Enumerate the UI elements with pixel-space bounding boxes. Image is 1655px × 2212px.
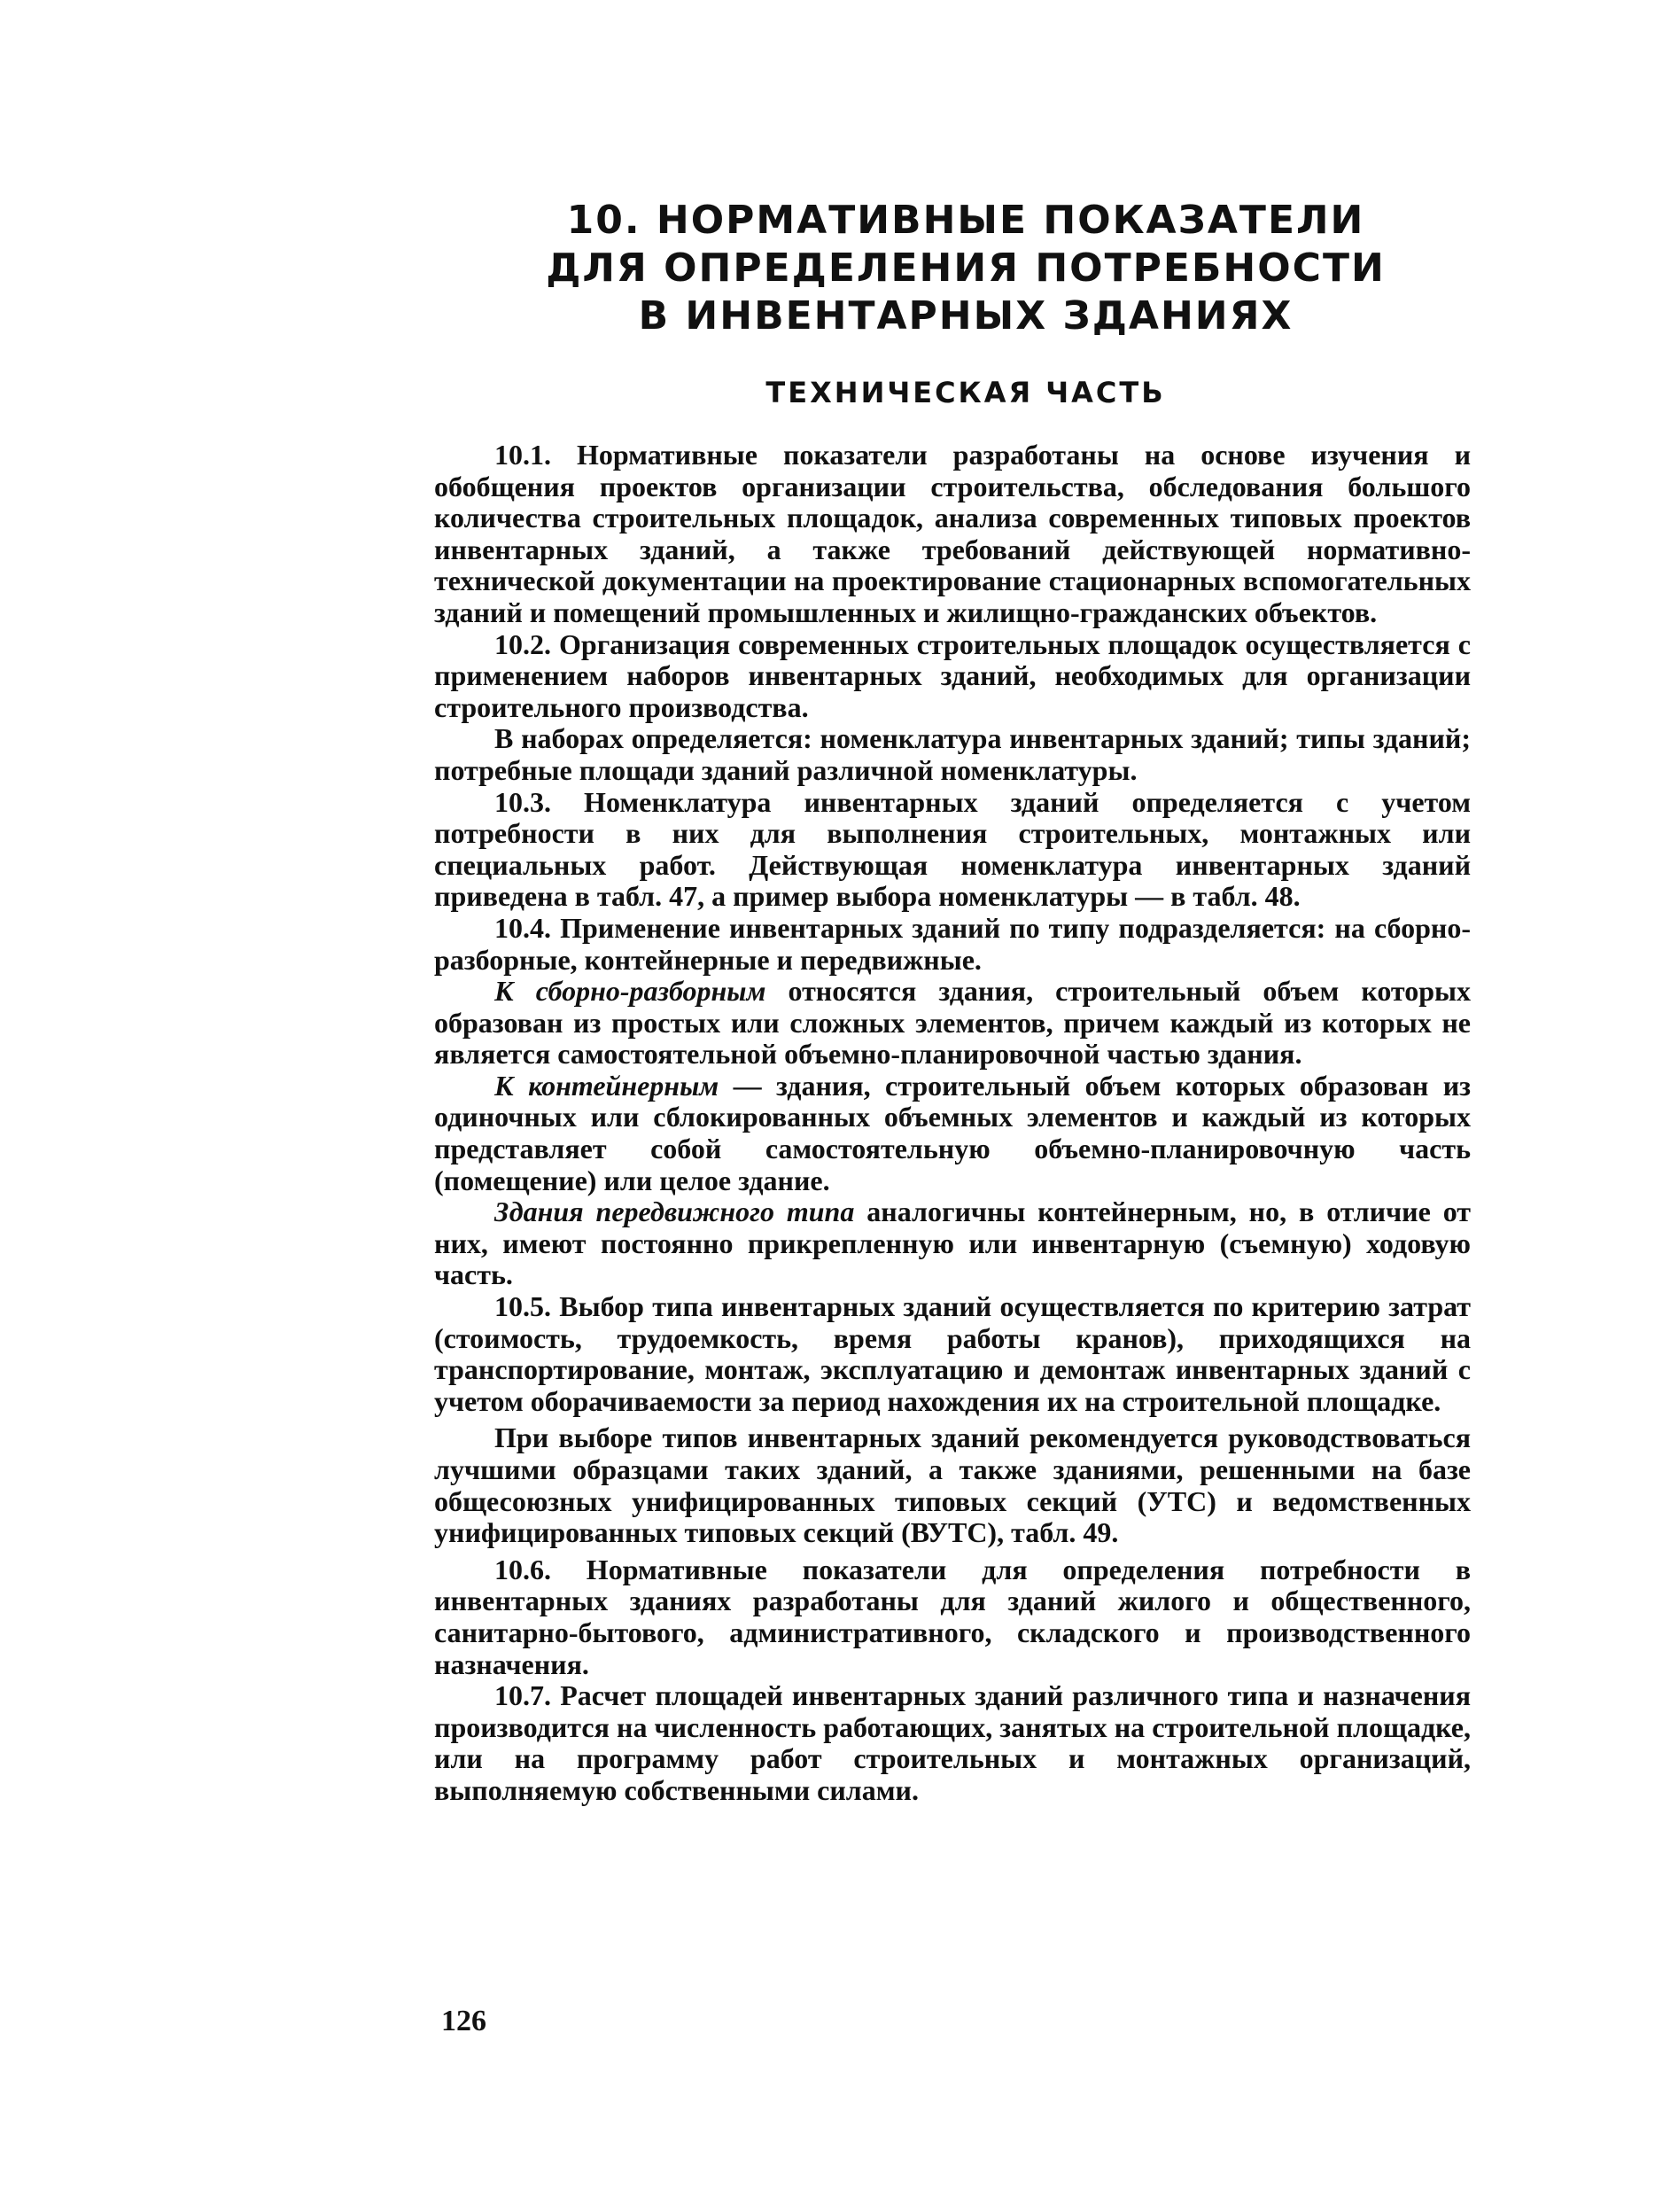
body-text	[434, 440, 1471, 1807]
paragraph-text: Применение инвентарных зданий по типу подразделяется: на сборно-разборные, контейнерные и передвижные.	[434, 911, 1471, 976]
section-subtitle: ТЕХНИЧЕСКАЯ ЧАСТЬ	[765, 376, 1166, 409]
section-title-line-3: В ИНВЕНТАРНЫХ ЗДАНИЯХ	[638, 293, 1294, 339]
paragraph-number: 10.2.	[494, 627, 551, 660]
paragraph-number: 10.6.	[494, 1553, 551, 1585]
term-italic: Здания передвижного типа	[494, 1196, 855, 1228]
paragraph-text: Выбор типа инвентарных зданий осуществляется по критерию затрат (стоимость, трудоемкость, время работы кранов), приходящихся на транспортирование, монтаж, эксплуатацию и демонтаж инвентарных зданий с учетом оборачиваемости за период нахождения их на строительной площадке.	[434, 1290, 1471, 1417]
paragraph-text: Организация современных строительных площадок осуществляется с применением наборов инвентарных зданий, необходимых для организации строительного производства.	[434, 627, 1471, 723]
paragraph-text: относятся здания, строительный объем которых образован из простых или сложных элементов, причем каждый из которых не является самостоятельной объемно-планировочной частью здания.	[434, 975, 1472, 1071]
paragraph-10-5-selection	[434, 1422, 1471, 1548]
section-title	[434, 197, 1471, 340]
paragraph-text: — здания, строительный объем которых образован из одиночных или сблокированных объемных элементов и каждый из которых представляет собой самостоятельную объемно-планировочную часть (помещение) или целое здание.	[434, 1069, 1471, 1196]
paragraph-10-6	[434, 1554, 1471, 1680]
paragraph-number: 10.4.	[494, 911, 551, 944]
paragraph-number: 10.5.	[494, 1290, 551, 1323]
page-number: 126	[441, 2005, 486, 2037]
section-title-line-2: ДЛЯ ОПРЕДЕЛЕНИЯ ПОТРЕБНОСТИ	[546, 245, 1386, 291]
paragraph-text: Номенклатура инвентарных зданий определяется с учетом потребности в них для выполнения строительных, монтажных или специальных работ. Действующая номенклатура инвентарных зданий приведена в табл. 47, а пример выбора номенклатуры — в табл. 48.	[434, 785, 1471, 913]
paragraph-10-3	[434, 787, 1471, 913]
paragraph-text: В наборах определяется: номенклатура инвентарных зданий; типы зданий; потребные площади зданий различной номенклатуры.	[434, 722, 1471, 786]
paragraph-10-4-container	[434, 1071, 1471, 1196]
paragraph-10-4-collapsible	[434, 976, 1471, 1071]
section-title-line-1: 10. НОРМАТИВНЫЕ ПОКАЗАТЕЛИ	[566, 198, 1365, 243]
paragraph-number: 10.1.	[494, 439, 551, 471]
paragraph-10-4-mobile	[434, 1196, 1471, 1291]
paragraph-text: Расчет площадей инвентарных зданий различного типа и назначения производится на численность работающих, занятых на строительной площадке, или на программу работ строительных и монтажных организаций, выполняемую собственными силами.	[434, 1679, 1471, 1806]
paragraph-10-7	[434, 1680, 1471, 1806]
paragraph-number: 10.3.	[494, 785, 551, 818]
paragraph-10-2-sets	[434, 723, 1471, 786]
paragraph-number: 10.7.	[494, 1679, 551, 1712]
paragraph-text: При выборе типов инвентарных зданий рекомендуется руководствоваться лучшими образцами таких зданий, а также зданиями, решенными на базе общесоюзных унифицированных типовых секций (УТС) и ведомственных унифицированных типовых секций (ВУТС), табл. 49.	[434, 1421, 1471, 1549]
term-italic: К сборно-разборным	[494, 975, 766, 1008]
term-italic: К контейнерным	[494, 1069, 719, 1102]
document-page	[434, 197, 1471, 1807]
paragraph-10-5	[434, 1291, 1471, 1417]
paragraph-10-1	[434, 440, 1471, 629]
paragraph-text: Нормативные показатели для определения потребности в инвентарных зданиях разработаны для зданий жилого и общественного, санитарно-бытового, административного, складского и производственного назначения.	[434, 1553, 1471, 1680]
paragraph-text: Нормативные показатели разработаны на основе изучения и обобщения проектов организации строительства, обследования большого количества строительных площадок, анализа современных типовых проектов инвентарных зданий, а также требований действующей нормативно-технической документации на проектирование стационарных вспомогательных зданий и помещений промышленных и жилищно-гражданских объектов.	[434, 439, 1471, 628]
paragraph-10-2	[434, 629, 1471, 724]
paragraph-text: аналогичны контейнерным, но, в отличие от них, имеют постоянно прикрепленную или инвентарную (съемную) ходовую часть.	[434, 1196, 1472, 1291]
paragraph-10-4	[434, 913, 1471, 976]
